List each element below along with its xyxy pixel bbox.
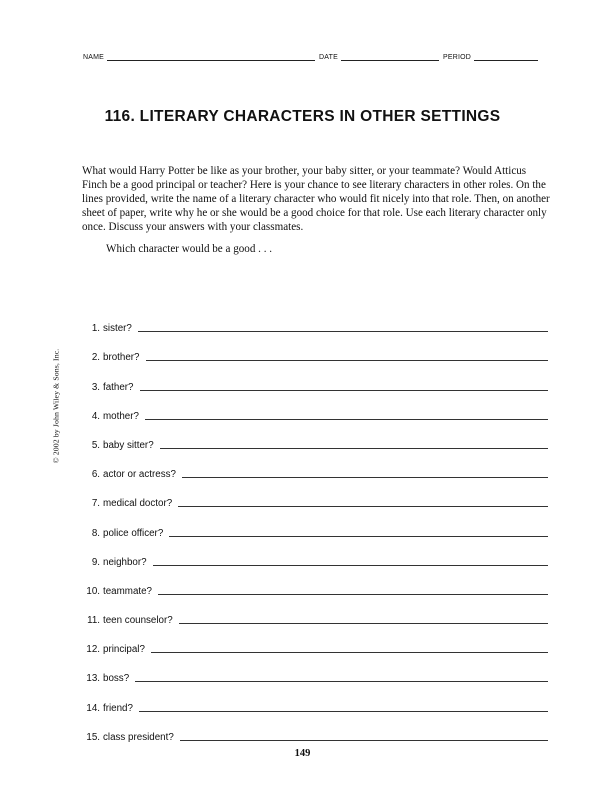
answer-line[interactable] — [139, 711, 548, 712]
role-list — [82, 306, 548, 744]
page-title: 116. LITERARY CHARACTERS IN OTHER SETTINGS — [104, 108, 501, 125]
item-label: brother? — [103, 352, 140, 364]
date-label: DATE — [319, 54, 338, 61]
item-number: 12. — [86, 644, 100, 656]
list-item — [82, 715, 548, 744]
answer-line[interactable] — [151, 652, 548, 653]
item-label: neighbor? — [103, 556, 147, 568]
name-label: NAME — [83, 54, 105, 61]
list-item-text — [82, 323, 132, 335]
list-item — [82, 656, 548, 685]
list-item — [82, 569, 548, 598]
list-item-text — [82, 440, 154, 452]
answer-line[interactable] — [158, 594, 548, 595]
list-item — [82, 335, 548, 364]
list-item — [82, 598, 548, 627]
answer-line[interactable] — [146, 360, 549, 361]
answer-line[interactable] — [160, 448, 548, 449]
item-number: 1. — [91, 323, 100, 335]
item-number: 9. — [91, 556, 100, 568]
question-prompt: Which character would be a good . . . — [106, 243, 273, 255]
item-number: 4. — [91, 410, 100, 422]
list-item-text — [82, 732, 174, 744]
list-item — [82, 306, 548, 335]
list-item-text — [82, 498, 172, 510]
list-item — [82, 452, 548, 481]
answer-line[interactable] — [180, 740, 548, 741]
item-number: 2. — [91, 352, 100, 364]
list-item-text — [82, 352, 140, 364]
item-label: baby sitter? — [103, 439, 154, 451]
list-item — [82, 540, 548, 569]
list-item — [82, 394, 548, 423]
item-number: 6. — [91, 469, 100, 481]
item-label: actor or actress? — [103, 469, 176, 481]
item-number: 15. — [86, 731, 100, 743]
item-number: 5. — [91, 439, 100, 451]
list-item-text — [82, 586, 152, 598]
item-label: principal? — [103, 644, 145, 656]
copyright-text: © 2002 by John Wiley & Sons, Inc. — [51, 348, 61, 464]
item-label: father? — [103, 381, 134, 393]
item-label: police officer? — [103, 527, 164, 539]
answer-line[interactable] — [179, 623, 548, 624]
instructions-paragraph: What would Harry Potter be like as your brother, your baby sitter, or your teammate? Would Atticus Finch be a good principal or teacher? Here is your chance to see literary characters in other roles. On the lines provided, write the name of a literary character who would fit nicely into that role. Then, on another sheet of paper, write why he or she would be a good choice for that role. Use each literary character only once. Discuss your answers with your classmates. — [82, 165, 550, 233]
list-item-text — [82, 382, 134, 394]
list-item — [82, 627, 548, 656]
list-item — [82, 510, 548, 539]
list-item-text — [82, 644, 145, 656]
answer-line[interactable] — [169, 536, 548, 537]
item-number: 14. — [86, 702, 100, 714]
list-item-text — [82, 615, 173, 627]
item-label: teen counselor? — [103, 615, 173, 627]
item-number: 10. — [86, 585, 100, 597]
item-number: 13. — [86, 673, 100, 685]
list-item-text — [82, 673, 129, 685]
answer-line[interactable] — [178, 506, 548, 507]
item-number: 11. — [87, 615, 100, 627]
answer-line[interactable] — [182, 477, 548, 478]
period-line[interactable] — [474, 54, 538, 61]
item-label: boss? — [103, 673, 130, 685]
page-number: 149 — [294, 748, 311, 759]
answer-line[interactable] — [140, 390, 548, 391]
item-label: sister? — [103, 323, 132, 335]
answer-line[interactable] — [135, 681, 548, 682]
item-number: 8. — [91, 527, 100, 539]
list-item-text — [82, 528, 163, 540]
item-number: 3. — [91, 381, 100, 393]
period-label: PERIOD — [442, 54, 472, 61]
list-item — [82, 481, 548, 510]
list-item — [82, 423, 548, 452]
item-label: mother? — [103, 410, 139, 422]
list-item — [82, 364, 548, 393]
list-item-text — [82, 703, 133, 715]
list-item-text — [82, 469, 176, 481]
list-item-text — [82, 411, 139, 423]
item-number: 7. — [91, 498, 100, 510]
item-label: teammate? — [103, 585, 153, 597]
answer-line[interactable] — [153, 565, 548, 566]
item-label: medical doctor? — [103, 498, 173, 510]
item-label: friend? — [103, 702, 133, 714]
answer-line[interactable] — [145, 419, 548, 420]
student-info-header — [83, 54, 548, 61]
list-item-text — [82, 557, 147, 569]
date-line[interactable] — [341, 54, 439, 61]
list-item — [82, 685, 548, 714]
answer-line[interactable] — [138, 331, 548, 332]
item-label: class president? — [103, 731, 174, 743]
name-line[interactable] — [107, 54, 315, 61]
